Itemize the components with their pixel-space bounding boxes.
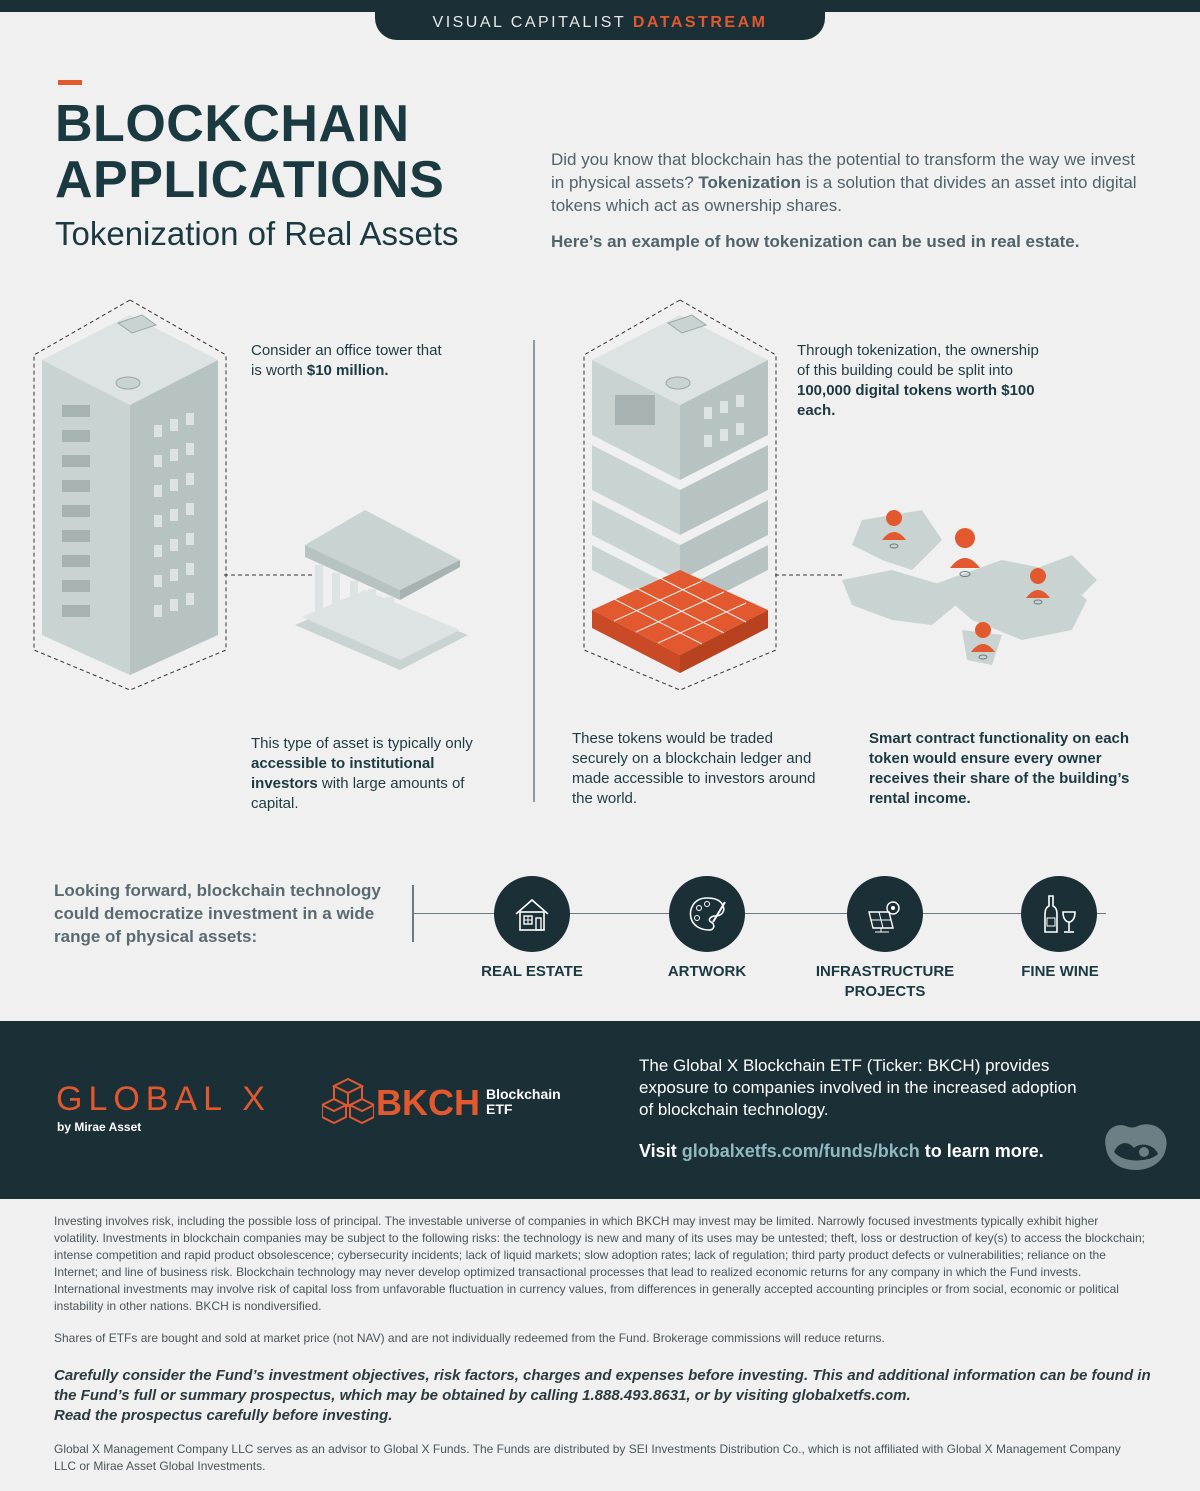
bank-icon	[290, 505, 470, 670]
asset-caption	[251, 734, 491, 814]
mirae-asset-label: by Mirae Asset	[57, 1120, 142, 1134]
world-map-investors	[832, 500, 1102, 670]
disclaimer-prospectus	[54, 1366, 1154, 1426]
brand-name: VISUAL CAPITALIST	[432, 14, 626, 31]
category-fine-wine: FINE WINE	[1021, 963, 1099, 980]
visual-capitalist-logo-icon	[1100, 1118, 1172, 1174]
fine-wine-circle	[1021, 876, 1097, 952]
brand-highlight: DATASTREAM	[632, 14, 768, 31]
fund-link[interactable]: globalxetfs.com/funds/bkch	[681, 1141, 920, 1161]
house-icon	[510, 892, 554, 936]
prospectus-read: Read the prospectus carefully before investing.	[54, 1407, 393, 1424]
infrastructure-circle	[847, 876, 923, 952]
tokenization-caption-text: Through tokenization, the ownership of this building could be split into	[797, 342, 1039, 379]
prospectus-text: Carefully consider the Fund’s investment objectives, risk factors, charges and expenses before investing. This and additional information can be found in the Fund’s full or summary prospectus, which may be obtained by calling 1.888.493.8631, or by visiting globalxetfs.com.	[54, 1367, 1151, 1404]
real-estate-circle	[494, 876, 570, 952]
category-artwork: ARTWORK	[667, 963, 747, 980]
vertical-divider	[533, 340, 535, 802]
intro-bold: Tokenization	[698, 173, 802, 192]
visit-prefix: Visit	[639, 1141, 677, 1161]
page-subtitle: Tokenization of Real Assets	[55, 215, 459, 252]
intro-text-2: is a solution that divides an asset into digital tokens which act as ownership shares.	[551, 173, 1137, 215]
visit-suffix: to learn more.	[924, 1141, 1044, 1161]
wine-icon	[1037, 892, 1081, 936]
tokenization-caption-bold: 100,000 digital tokens worth $100 each.	[797, 382, 1035, 419]
tower-caption-text: Consider an office tower that is worth	[251, 342, 442, 379]
brand-tab	[375, 0, 825, 40]
global-x-logo: GLOBAL X	[56, 1080, 271, 1118]
disclaimer-advisor: Global X Management Company LLC serves as an advisor to Global X Funds. The Funds are distributed by SEI Investments Distribution Co., which is not affiliated with Global X Management Company LLC or Mirae Asset Global Investments.	[54, 1442, 1121, 1473]
tokenization-caption	[797, 341, 1047, 421]
solar-gear-icon	[863, 892, 907, 936]
intro-example: Here’s an example of how tokenization can be used in real estate.	[551, 232, 1080, 251]
disclaimer-risk: Investing involves risk, including the possible loss of principal. The investable universe of companies in which BKCH may invest may be limited. Narrowly focused investments typically exhibit higher volatility. Investments in blockchain companies may be subject to the following risks: the technology is new and many of its uses may be untested; theft, loss or destruction of key(s) to access the blockchain; intense competition and rapid product obsolescence; cybersecurity incidents; lack of liquid markets; slow adoption rates; lack of regulation; third party product defects or vulnerabilities; reliance on the Internet; and line of business risk. Blockchain technology may never develop optimized transactional processes that lead to realized economic returns for any company in which the Fund invests. International investments may involve risk of capital loss from unfavorable fluctuation in currency values, from differences in generally accepted accounting principles or from social, economic or political instability in other nations. BKCH is nondiversified.	[54, 1214, 1145, 1313]
bkch-ticker: BKCH	[376, 1082, 480, 1123]
forward-text: Looking forward, blockchain technology could democratize investment in a wide range of physical assets:	[54, 881, 381, 946]
palette-icon	[685, 892, 729, 936]
accent-bar	[58, 80, 82, 85]
visit-line	[639, 1141, 1044, 1162]
tokenized-building-illustration	[580, 295, 780, 695]
intro-paragraph	[551, 148, 1151, 217]
bkch-label-line-2: ETF	[486, 1101, 513, 1117]
category-infrastructure-line-2: PROJECTS	[844, 983, 926, 1000]
tower-caption-bold: $10 million.	[306, 362, 389, 379]
title-line-2: APPLICATIONS	[55, 151, 445, 209]
tower-caption	[251, 341, 451, 381]
category-real-estate: REAL ESTATE	[481, 963, 583, 980]
intro-text-1: Did you know that blockchain has the potential to transform the way we invest in physical assets?	[551, 150, 1135, 192]
blocks-logo-icon	[322, 1077, 374, 1125]
disclaimer-shares: Shares of ETFs are bought and sold at market price (not NAV) and are not individually redeemed from the Fund. Brokerage commissions will reduce returns.	[54, 1331, 885, 1345]
category-infrastructure	[795, 962, 975, 1002]
bkch-label-line-1: Blockchain	[486, 1086, 561, 1102]
etf-description: The Global X Blockchain ETF (Ticker: BKCH) provides exposure to companies involved in the increased adoption of blockchain technology.	[639, 1056, 1077, 1119]
category-infrastructure-line-1: INFRASTRUCTURE	[815, 963, 955, 980]
asset-caption-text-2: with large amounts of capital.	[251, 775, 465, 812]
office-tower-illustration	[30, 295, 230, 695]
smart-contract-caption: Smart contract functionality on each token would ensure every owner receives their share of the building’s rental income.	[869, 730, 1130, 807]
bkch-label	[486, 1087, 561, 1117]
artwork-circle	[669, 876, 745, 952]
asset-caption-bold: accessible to institutional investors	[251, 755, 435, 792]
page-title	[55, 96, 444, 208]
asset-caption-text-1: This type of asset is typically only	[251, 735, 473, 752]
ledger-caption: These tokens would be traded securely on a blockchain ledger and made accessible to investors around the world.	[572, 730, 816, 807]
title-line-1: BLOCKCHAIN	[55, 95, 410, 153]
